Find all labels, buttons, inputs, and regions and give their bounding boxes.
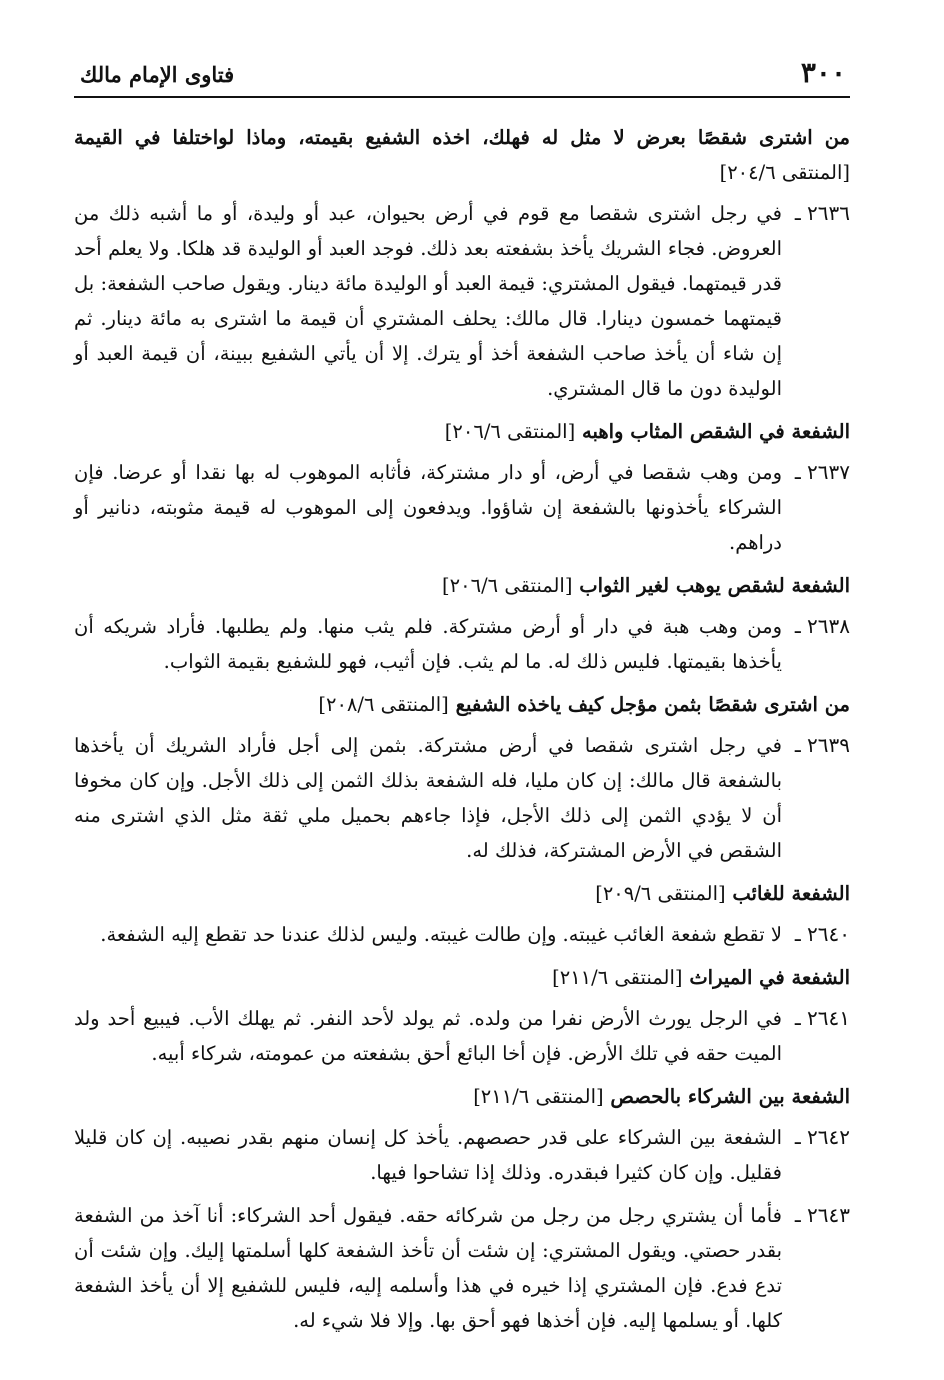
source-reference: [المنتقى ٢٠٩/٦] <box>595 882 726 905</box>
entry-text: فأما أن يشتري رجل من رجل من شركائه حقه. فيقول أحد الشركاء: أنا آخذ من الشفعة بقدر حصتي. ويقول المشتري: إن شئت أن تأخذ الشفعة كلها أسلمتها إليك. وإن شئت أن تدع فدع. فإن المشتري إذا خيره في هذا وأسلمه إليه، فليس للشفيع إلا أن يأخذ الشفعة كلها. أو يسلمها إليه. فإن أخذها فهو أحق بها. وإلا فلا شيء له. <box>74 1204 783 1332</box>
book-page <box>74 52 850 1346</box>
entry-number: ٢٦٣٩ ـ <box>794 733 850 757</box>
entry-number: ٢٦٤٢ ـ <box>794 1125 850 1149</box>
fatwa-entry <box>74 455 850 560</box>
section-heading <box>74 1079 850 1114</box>
fatwa-entry <box>74 917 850 952</box>
fatwa-entry <box>74 609 850 679</box>
heading-text: الشفعة بين الشركاء بالحصص <box>610 1085 850 1108</box>
entry-number: ٢٦٣٧ ـ <box>794 460 850 484</box>
fatwa-entry <box>74 1198 850 1338</box>
source-reference: [المنتقى ٢٠٨/٦] <box>318 693 449 716</box>
fatwa-entry <box>74 196 850 406</box>
entry-number: ٢٦٣٨ ـ <box>794 614 850 638</box>
fatwa-entry <box>74 728 850 868</box>
heading-text: الشفعة لشقص يوهب لغير الثواب <box>579 574 850 597</box>
entry-text: في رجل اشترى شقصا مع قوم في أرض بحيوان، عبد أو وليدة، أو ما أشبه ذلك من العروض. فجاء الشريك يأخذ بشفعته بعد ذلك. فوجد العبد أو الوليدة قد هلكا. ولا يعلم أحد قدر قيمتهما. فيقول المشتري: قيمة العبد أو الوليدة مائة دينار. ويقول صاحب الشفعة: بل قيمتهما خمسون دينارا. قال مالك: يحلف المشتري أن قيمة ما اشترى به مائة دينار. ثم إن شاء أن يأخذ صاحب الشفعة أخذ أو يترك. إلا أن يأتي الشفيع ببينة، أن قيمة العبد أو الوليدة دون ما قال المشتري. <box>74 202 782 400</box>
entry-text: ومن وهب شقصا في أرض، أو دار مشتركة، فأثابه الموهوب له بها نقدا أو عرضا. فإن الشركاء يأخذونها بالشفعة إن شاؤوا. ويدفعون إلى الموهوب له قيمة مثوبته، دنانير أو دراهم. <box>74 461 782 554</box>
entry-number: ٢٦٤٠ ـ <box>794 922 850 946</box>
fatwa-entry <box>74 1001 850 1071</box>
book-title: فتاوى الإمام مالك <box>80 62 235 87</box>
page-number: ٣٠٠ <box>800 56 846 89</box>
entry-number: ٢٦٣٦ ـ <box>794 201 850 225</box>
source-reference: [المنتقى ٢٠٦/٦] <box>444 420 576 443</box>
fatwa-entry <box>74 1120 850 1190</box>
entry-text: ومن وهب هبة في دار أو أرض مشتركة. فلم يثب منها. ولم يطلبها. فأراد شريكه أن يأخذها بقيمتها. فليس ذلك له. ما لم يثب. فإن أثيب، فهو للشفيع بقيمة الثواب. <box>74 615 782 673</box>
section-heading <box>74 414 850 449</box>
section-heading <box>74 687 850 722</box>
entry-text: لا تقطع شفعة الغائب غيبته. وإن طالت غيبته. وليس لذلك عندنا حد تقطع إليه الشفعة. <box>100 923 782 946</box>
section-heading <box>74 876 850 911</box>
entry-number: ٢٦٤١ ـ <box>794 1006 850 1030</box>
heading-text: الشفعة للغائب <box>732 882 850 905</box>
heading-text: الشفعة في الشقص المثاب واهبه <box>582 420 850 443</box>
heading-text: الشفعة في الميراث <box>689 966 850 989</box>
heading-text: من اشترى شقصًا بعرض لا مثل له فهلك، اخذه الشفيع بقيمته، وماذا لواختلفا في القيمة <box>74 126 850 149</box>
entry-text: في الرجل يورث الأرض نفرا من ولده. ثم يولد لأحد النفر. ثم يهلك الأب. فيبيع أحد ولد الميت حقه في تلك الأرض. فإن أخا البائع أحق بشفعته من عمومته، شركاء أبيه. <box>74 1007 782 1065</box>
page-body <box>74 120 850 1338</box>
entry-text: في رجل اشترى شقصا في أرض مشتركة. بثمن إلى أجل فأراد الشريك أن يأخذها بالشفعة قال مالك: إن كان مليا، فله الشفعة بذلك الثمن إلى ذلك الأجل. وإن كان مخوفا أن لا يؤدي الثمن إلى ذلك الأجل، فإذا جاءهم بحميل ملي ثقة مثل الذي اشترى منه الشقص في الأرض المشتركة، فذلك له. <box>74 734 782 862</box>
section-heading <box>74 568 850 603</box>
source-reference: [المنتقى ٢٠٤/٦] <box>719 161 850 184</box>
source-reference: [المنتقى ٢٠٦/٦] <box>442 574 573 597</box>
section-heading <box>74 120 850 190</box>
entry-number: ٢٦٤٣ ـ <box>794 1203 850 1227</box>
entry-text: الشفعة بين الشركاء على قدر حصصهم. يأخذ كل إنسان منهم بقدر نصيبه. إن كان قليلا فقليل. وإن كان كثيرا فبقدره. وذلك إذا تشاحوا فيها. <box>74 1126 782 1184</box>
running-header <box>74 52 850 98</box>
section-heading <box>74 960 850 995</box>
source-reference: [المنتقى ٢١١/٦] <box>552 966 683 989</box>
heading-text: من اشترى شقصًا بثمن مؤجل كيف ياخذه الشفيع <box>455 693 850 716</box>
source-reference: [المنتقى ٢١١/٦] <box>473 1085 604 1108</box>
